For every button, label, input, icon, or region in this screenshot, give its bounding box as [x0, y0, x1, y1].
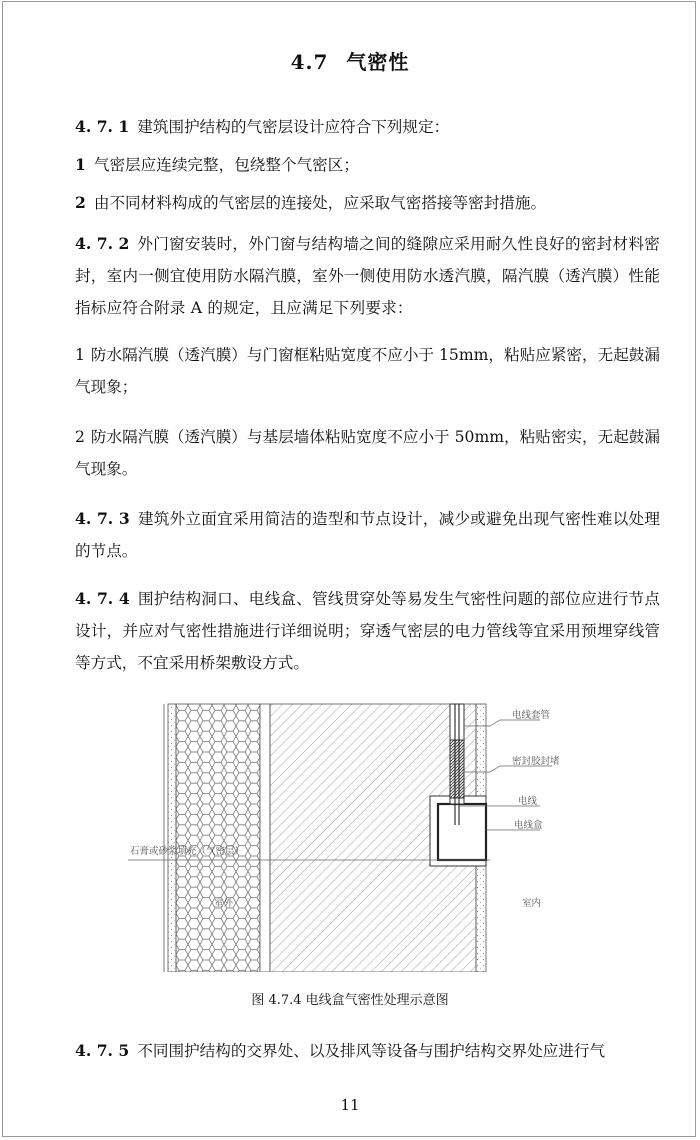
sealant-plug [450, 740, 464, 798]
clause-4-7-1-item-1 [75, 149, 660, 181]
section-title: 气密性 [346, 50, 410, 74]
item-text: 由不同材料构成的气密层的连接处，应采取气密搭接等密封措施。 [93, 194, 547, 212]
clause-text: 不同围护结构的交界处、以及排风等设备与围护结构交界处应进行气 [137, 1042, 606, 1060]
bonding-layer [260, 704, 270, 972]
exterior-render-layer [164, 704, 176, 972]
clause-number: 4. 7. 1 [75, 117, 130, 136]
label-outdoor: 室外 [214, 898, 234, 909]
label-box: 电线盒 [514, 820, 543, 831]
clause-4-7-1-item-2 [75, 187, 660, 219]
section-heading [0, 46, 700, 75]
clause-4-7-2-item-2 [75, 421, 660, 485]
clause-number: 4. 7. 4 [75, 589, 130, 608]
clause-number: 4. 7. 2 [75, 234, 130, 253]
figure-caption: 图 4.7.4 电线盒气密性处理示意图 [251, 993, 449, 1008]
clause-text: 建筑围护结构的气密层设计应符合下列规定： [137, 118, 450, 136]
label-conduit: 电线套管 [512, 710, 551, 721]
clause-text: 围护结构洞口、电线盒、管线贯穿处等易发生气密性问题的部位应进行节点设计，并应对气密性措施进行详细说明；穿透气密层的电力管线等宜采用预埋穿线管等方式，不宜采用桥架敷设方式。 [75, 590, 660, 672]
label-wire: 电线 [518, 796, 538, 807]
clause-4-7-2 [75, 228, 660, 324]
clause-4-7-2-item-1 [75, 339, 660, 403]
item-number: 2 [75, 428, 85, 446]
item-text: 防水隔汽膜（透汽膜）与基层墙体粘贴宽度不应小于 50mm，粘贴密实，无起鼓漏气现象。 [75, 428, 660, 478]
label-airtight-fill: 石膏或砂浆填充（气密层） [130, 846, 245, 857]
clause-4-7-3 [75, 503, 660, 567]
clause-number: 4. 7. 5 [75, 1041, 130, 1060]
clause-number: 4. 7. 3 [75, 509, 130, 528]
section-number: 4.7 [290, 50, 329, 74]
insulation-layer [176, 704, 260, 972]
item-text: 防水隔汽膜（透汽膜）与门窗框粘贴宽度不应小于 15mm，粘贴应紧密，无起鼓漏气现象； [75, 346, 660, 396]
clause-text: 建筑外立面宜采用简洁的造型和节点设计，减少或避免出现气密性难以处理的节点。 [75, 510, 660, 560]
clause-4-7-1 [75, 111, 660, 143]
page-number: 11 [340, 1096, 360, 1114]
label-indoor: 室内 [522, 898, 542, 909]
item-text: 气密层应连续完整，包绕整个气密区； [93, 156, 359, 174]
item-number: 1 [75, 346, 85, 364]
label-sealant: 密封胶封堵 [512, 756, 560, 767]
clause-4-7-5 [75, 1035, 660, 1067]
electrical-box-airtight-diagram [128, 700, 600, 972]
clause-4-7-4 [75, 583, 660, 679]
electrical-box [438, 804, 486, 860]
clause-text: 外门窗安装时，外门窗与结构墙之间的缝隙应采用耐久性良好的密封材料密封，室内一侧宜使用防水隔汽膜，室外一侧使用防水透汽膜，隔汽膜（透汽膜）性能指标应符合附录 A 的规定，且应满足下列要求： [75, 235, 660, 317]
item-number: 2 [75, 193, 86, 212]
item-number: 1 [75, 155, 86, 174]
